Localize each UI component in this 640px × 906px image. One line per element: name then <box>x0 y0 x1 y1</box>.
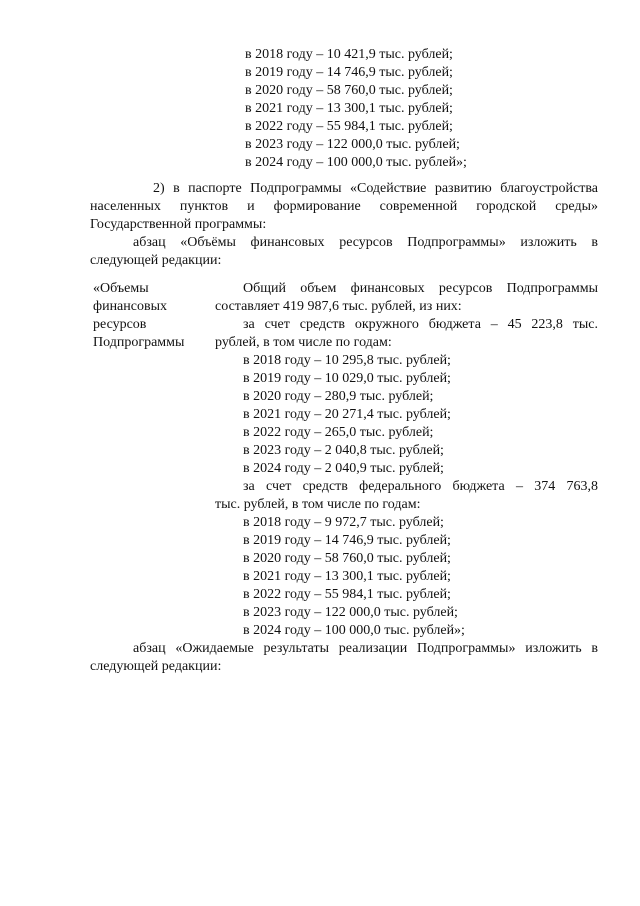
cell-line: финансовых <box>93 299 167 314</box>
district-budget-line: за счет средств окружного бюджета – 45 223,8 тыс. <box>243 317 598 332</box>
paragraph-line: следующей редакции: <box>90 253 222 268</box>
list-item: в 2022 году – 265,0 тыс. рублей; <box>243 425 434 440</box>
cell-line: ресурсов <box>93 317 147 332</box>
list-item: в 2021 году – 13 300,1 тыс. рублей; <box>243 569 451 584</box>
paragraph-line: абзац «Объёмы финансовых ресурсов Подпрограммы» изложить в <box>133 235 598 250</box>
list-item: в 2022 году – 55 984,1 тыс. рублей; <box>243 587 451 602</box>
district-year-list <box>243 352 543 478</box>
list-item: в 2024 году – 2 040,9 тыс. рублей; <box>243 461 444 476</box>
paragraph-line: населенных пунктов и формирование современной городской среды» <box>90 199 598 214</box>
federal-year-list <box>243 514 543 640</box>
list-item: в 2023 году – 122 000,0 тыс. рублей; <box>243 605 458 620</box>
list-item: в 2018 году – 10 421,9 тыс. рублей; <box>245 47 453 62</box>
paragraph-line: абзац «Ожидаемые результаты реализации Подпрограммы» изложить в <box>133 641 598 656</box>
cell-line: «Объемы <box>93 281 149 296</box>
list-item: в 2020 году – 58 760,0 тыс. рублей; <box>245 83 453 98</box>
table-left-cell <box>93 280 208 360</box>
paragraph-line: 2) в паспорте Подпрограммы «Содействие развитию благоустройства <box>153 181 598 196</box>
list-item: в 2018 году – 10 295,8 тыс. рублей; <box>243 353 451 368</box>
federal-budget-line: за счет средств федерального бюджета – 374 763,8 <box>243 479 598 494</box>
list-item: в 2020 году – 58 760,0 тыс. рублей; <box>243 551 451 566</box>
list-item: в 2024 году – 100 000,0 тыс. рублей»; <box>243 623 465 638</box>
list-item: в 2022 году – 55 984,1 тыс. рублей; <box>245 119 453 134</box>
list-item: в 2023 году – 2 040,8 тыс. рублей; <box>243 443 444 458</box>
total-line: составляет 419 987,6 тыс. рублей, из них: <box>215 299 462 314</box>
cell-line: Подпрограммы <box>93 335 185 350</box>
list-item: в 2024 году – 100 000,0 тыс. рублей»; <box>245 155 467 170</box>
top-year-list <box>245 46 545 176</box>
list-item: в 2018 году – 9 972,7 тыс. рублей; <box>243 515 444 530</box>
district-budget-line: рублей, в том числе по годам: <box>215 335 392 350</box>
list-item: в 2020 году – 280,9 тыс. рублей; <box>243 389 434 404</box>
federal-budget-line: тыс. рублей, в том числе по годам: <box>215 497 421 512</box>
list-item: в 2023 году – 122 000,0 тыс. рублей; <box>245 137 460 152</box>
total-line: Общий объем финансовых ресурсов Подпрограммы <box>243 281 598 296</box>
list-item: в 2019 году – 10 029,0 тыс. рублей; <box>243 371 451 386</box>
paragraph-line: следующей редакции: <box>90 659 222 674</box>
list-item: в 2019 году – 14 746,9 тыс. рублей; <box>245 65 453 80</box>
list-item: в 2021 году – 13 300,1 тыс. рублей; <box>245 101 453 116</box>
list-item: в 2021 году – 20 271,4 тыс. рублей; <box>243 407 451 422</box>
list-item: в 2019 году – 14 746,9 тыс. рублей; <box>243 533 451 548</box>
paragraph-line: Государственной программы: <box>90 217 267 232</box>
